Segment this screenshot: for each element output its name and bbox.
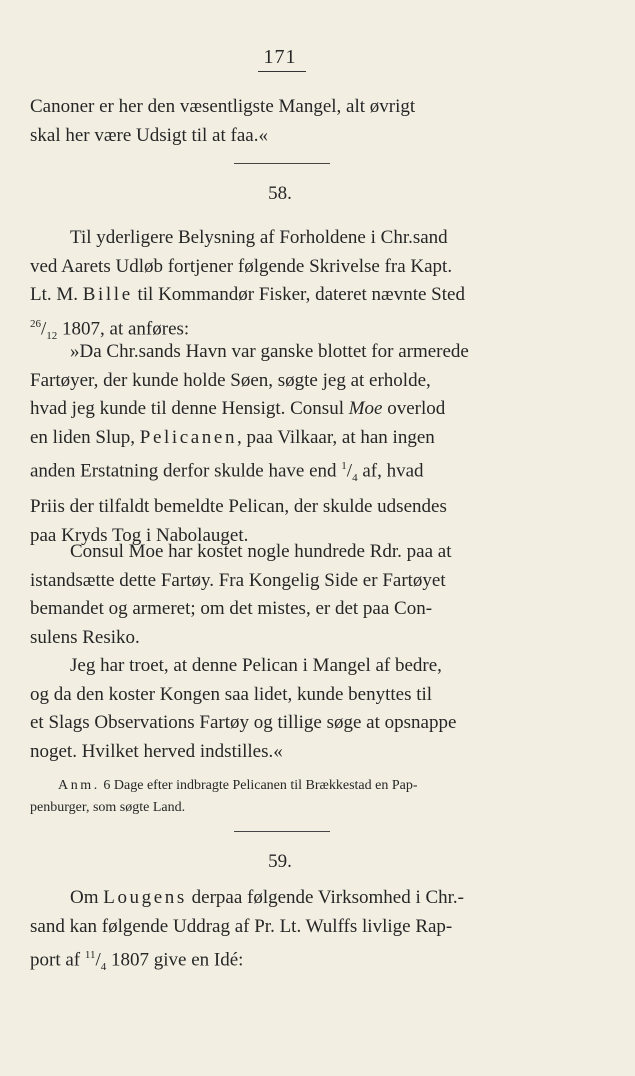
ship-name: Lougens	[103, 887, 187, 908]
text-span: Lt. M.	[30, 284, 83, 306]
text-line	[30, 775, 538, 797]
letter-paragraph-1	[30, 338, 538, 550]
ship-name: Pelicanen	[139, 426, 238, 448]
letter-paragraph-3	[30, 652, 538, 766]
text-span: 1807 give en Idé:	[106, 949, 244, 971]
text-line: istandsætte dette Fartøy. Fra Kongelig Side er Fartøyet	[30, 569, 446, 591]
text-line: penburger, som søgte Land.	[30, 800, 186, 815]
text-line	[30, 281, 538, 310]
text-span: 1807, at anføres:	[57, 318, 190, 340]
note-label: Anm.	[58, 778, 100, 793]
letter-paragraph-2	[30, 538, 538, 652]
date-subscript: 4	[100, 961, 107, 974]
top-paragraph	[30, 93, 538, 150]
text-line: Til yderligere Belysning af Forholdene i Chr.sand	[70, 227, 448, 248]
text-line: noget. Hvilket herved indstilles.«	[30, 740, 283, 762]
fraction-denominator: 4	[352, 472, 358, 485]
text-line: og da den koster Kongen saa lidet, kunde benyttes til	[30, 683, 433, 705]
section-number-58: 58.	[268, 183, 292, 204]
section-divider	[234, 163, 330, 164]
text-line: Jeg har troet, at denne Pelican i Mangel af bedre,	[70, 655, 442, 676]
section-59-paragraph	[30, 884, 538, 982]
text-line: »Da Chr.sands Havn var ganske blottet for armerede	[70, 341, 469, 362]
text-line	[30, 395, 538, 424]
date-superscript: 11	[84, 949, 96, 962]
text-line	[30, 424, 538, 453]
text-line: skal her være Udsigt til at faa.«	[30, 124, 268, 146]
section-number-59: 59.	[268, 851, 292, 872]
text-line: Fartøyer, der kunde holde Søen, søgte jeg at erholde,	[30, 369, 431, 391]
text-span: , paa Vilkaar, at han ingen	[237, 426, 435, 448]
text-line	[30, 884, 538, 913]
fraction-numerator: 1	[341, 460, 347, 473]
text-span: overlod	[382, 398, 446, 420]
text-line: bemandet og armeret; om det mistes, er det paa Con-	[30, 598, 433, 620]
section-divider	[234, 831, 330, 832]
page-number-rule	[258, 71, 306, 72]
text-line: sand kan følgende Uddrag af Pr. Lt. Wulffs livlige Rap-	[30, 915, 453, 937]
text-line: Consul Moe har kostet nogle hundrede Rdr. paa at	[70, 541, 452, 562]
section-58-intro	[30, 224, 538, 351]
text-span: 6 Dage efter indbragte Pelicanen til Brækkestad en Pap-	[99, 778, 418, 793]
text-span: til Kommandør Fisker, dateret nævnte Sted	[132, 284, 465, 306]
person-name: Moe	[348, 398, 383, 420]
text-span: hvad jeg kunde til denne Hensigt. Consul	[30, 398, 349, 420]
text-span: en liden Slup,	[30, 426, 140, 448]
text-line: sulens Resiko.	[30, 626, 140, 648]
date-superscript: 26	[30, 317, 41, 330]
person-name: Bille	[82, 284, 133, 306]
date-subscript: 12	[46, 329, 58, 342]
text-line: paa Kryds Tog i Nabolauget.	[30, 524, 249, 546]
text-line: et Slags Observations Fartøy og tillige søge at opsnappe	[30, 712, 457, 734]
text-line: port af $^{11}/_4$ 1807 give en Idé:	[30, 949, 244, 974]
text-line: anden Erstatning derfor skulde have end $^1/_4$ af, hvad	[30, 460, 424, 485]
text-line: ved Aarets Udløb fortjener følgende Skrivelse fra Kapt.	[30, 255, 453, 277]
footnote	[30, 775, 538, 819]
text-line: Priis der tilfaldt bemeldte Pelican, der skulde udsendes	[30, 496, 447, 518]
text-span: af, hvad	[357, 460, 424, 482]
page-number: 171	[263, 46, 297, 68]
text-span: Om	[70, 887, 104, 908]
text-line: Canoner er her den væsentligste Mangel, alt øvrigt	[30, 96, 416, 117]
text-span: anden Erstatning derfor skulde have end	[30, 460, 342, 482]
text-span: port af	[30, 949, 85, 971]
text-span: derpaa følgende Virksomhed i Chr.-	[186, 887, 464, 908]
text-line: $^{26}/_{12}$ 1807, at anføres:	[30, 317, 190, 342]
